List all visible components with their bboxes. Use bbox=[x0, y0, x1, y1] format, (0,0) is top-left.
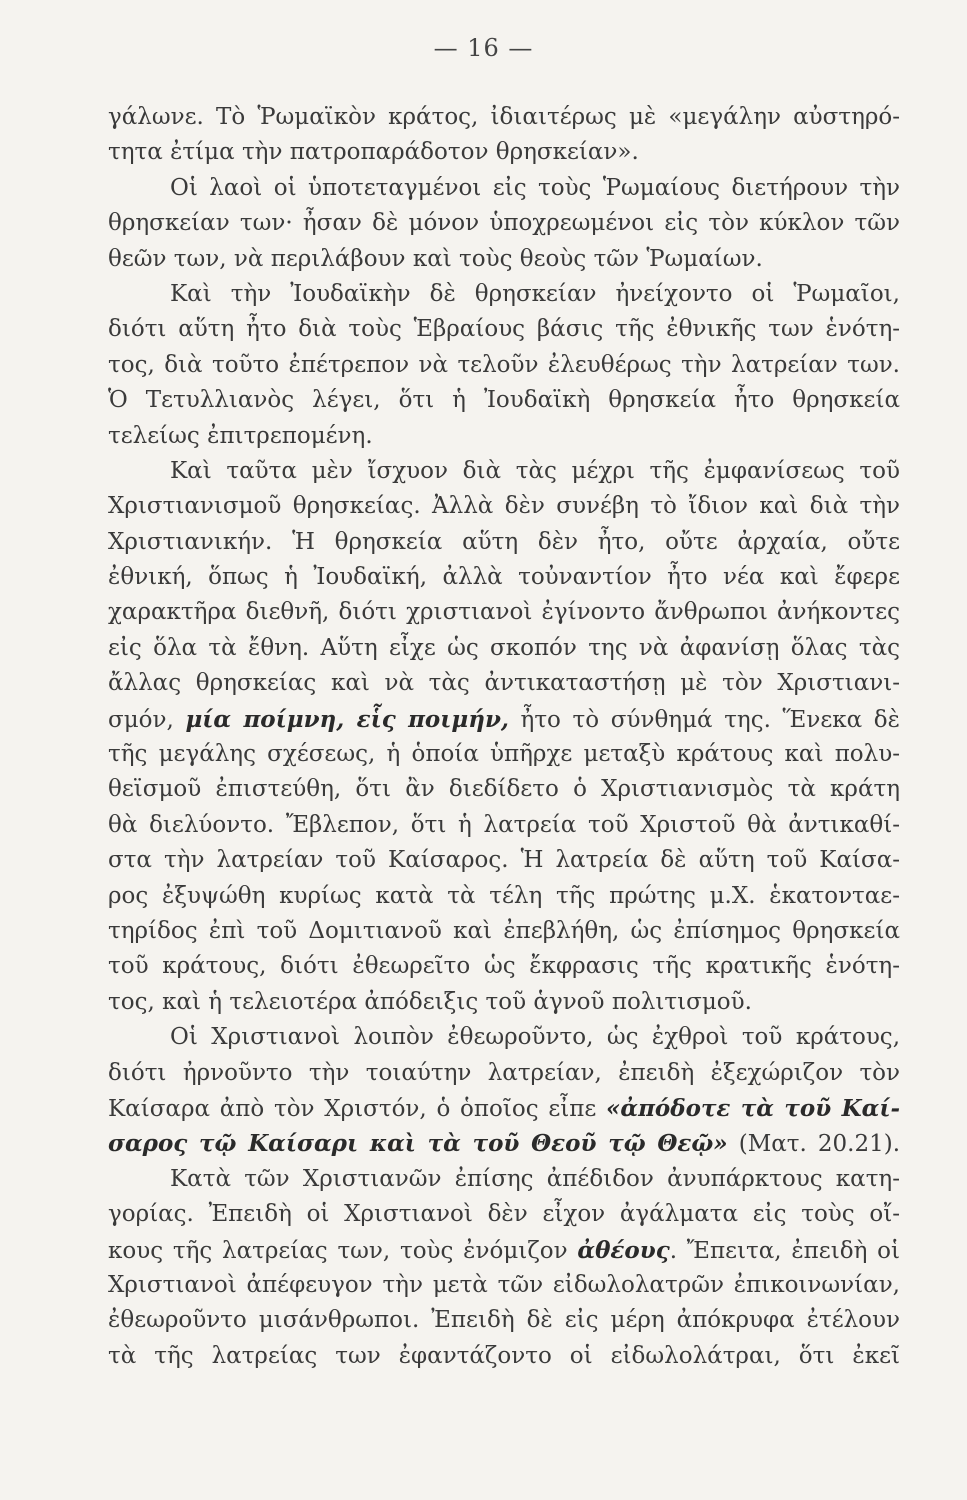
text-segment: γορίας. Ἐπειδὴ οἱ Χριστιανοὶ δὲν εἶχον ἀγάλματα εἰς τοὺς οἴ- bbox=[108, 1201, 900, 1228]
text-line bbox=[108, 702, 900, 737]
text-segment: θρησκείαν των· ἦσαν δὲ μόνον ὑποχρεωμένοι εἰς τὸν κύκλον τῶν bbox=[108, 210, 900, 237]
text-line bbox=[108, 1197, 900, 1232]
text-segment: χαρακτῆρα διεθνῆ, διότι χριστιανοὶ ἐγίνοντο ἄνθρωποι ἀνήκοντες bbox=[108, 599, 900, 626]
text-line bbox=[108, 914, 900, 949]
text-line bbox=[108, 1339, 900, 1374]
text-segment: θὰ διελύοντο. Ἔβλεπον, ὅτι ἡ λατρεία τοῦ Χριστοῦ θὰ ἀντικαθί- bbox=[108, 811, 900, 838]
text-segment: τος, διὰ τοῦτο ἐπέτρεπον νὰ τελοῦν ἐλευθέρως τὴν λατρείαν των. bbox=[108, 351, 900, 378]
body-text bbox=[108, 100, 900, 1374]
text-line bbox=[108, 383, 900, 418]
text-segment: Χριστιανισμοῦ θρησκείας. Ἀλλὰ δὲν συνέβη τὸ ἴδιον καὶ διὰ τὴν bbox=[108, 493, 900, 520]
emphasized-text: ἀθέους bbox=[577, 1236, 670, 1264]
text-line bbox=[108, 949, 900, 984]
text-segment: Καίσαρα ἀπὸ τὸν Χριστόν, ὁ ὁποῖος εἶπε bbox=[108, 1095, 607, 1122]
text-line bbox=[108, 277, 900, 312]
text-segment: ἄλλας θρησκείας καὶ νὰ τὰς ἀντικαταστήσῃ μὲ τὸν Χριστιανι- bbox=[108, 670, 900, 697]
text-line bbox=[108, 312, 900, 347]
text-line bbox=[108, 808, 900, 843]
text-line bbox=[108, 772, 900, 807]
text-line bbox=[108, 206, 900, 241]
text-segment: τῆς μεγάλης σχέσεως, ἡ ὁποία ὑπῆρχε μεταξὺ κράτους καὶ πολυ- bbox=[108, 741, 900, 768]
text-line bbox=[108, 1162, 900, 1197]
text-segment: ἐθνική, ὅπως ἡ Ἰουδαϊκή, ἀλλὰ τοὐναντίον ἦτο νέα καὶ ἔφερε bbox=[108, 564, 900, 591]
text-line bbox=[108, 666, 900, 701]
emphasized-text: σαρος τῷ Καίσαρι καὶ τὰ τοῦ Θεοῦ τῷ Θεῷ» bbox=[108, 1130, 728, 1158]
text-line bbox=[108, 135, 900, 170]
text-segment: Καὶ ταῦτα μὲν ἴσχυον διὰ τὰς μέχρι τῆς ἐμφανίσεως τοῦ bbox=[170, 457, 900, 484]
text-segment: Κατὰ τῶν Χριστιανῶν ἐπίσης ἀπέδιδον ἀνυπάρκτους κατη- bbox=[170, 1165, 900, 1192]
text-segment: Καὶ τὴν Ἰουδαϊκὴν δὲ θρησκείαν ἠνείχοντο οἱ Ῥωμαῖοι, bbox=[170, 280, 900, 307]
text-segment: (Ματ. 20.21). bbox=[727, 1131, 900, 1158]
text-segment: γάλωνε. Τὸ Ῥωμαϊκὸν κράτος, ἰδιαιτέρως μὲ «μεγάλην αὐστηρό- bbox=[108, 104, 900, 130]
text-line bbox=[108, 595, 900, 630]
text-segment: τος, καὶ ἡ τελειοτέρα ἀπόδειξις τοῦ ἁγνοῦ πολιτισμοῦ. bbox=[108, 988, 752, 1015]
text-segment: τελείως ἐπιτρεπομένη. bbox=[108, 422, 373, 449]
text-line bbox=[108, 100, 900, 135]
text-segment: τηρίδος ἐπὶ τοῦ Δομιτιανοῦ καὶ ἐπεβλήθη, ὡς ἐπίσημος θρησκεία bbox=[108, 917, 900, 944]
text-segment: κους τῆς λατρείας των, τοὺς ἐνόμιζον bbox=[108, 1237, 578, 1264]
text-segment: . Ἔπειτα, ἐπειδὴ οἱ bbox=[669, 1237, 900, 1264]
text-segment: διότι αὕτη ἦτο διὰ τοὺς Ἑβραίους βάσις τῆς ἐθνικῆς των ἑνότη- bbox=[108, 316, 900, 343]
text-segment: θεϊσμοῦ ἐπιστεύθη, ὅτι ἂν διεδίδετο ὁ Χριστιανισμὸς τὰ κράτη bbox=[108, 776, 900, 803]
text-line bbox=[108, 843, 900, 878]
text-line bbox=[108, 348, 900, 383]
text-line bbox=[108, 631, 900, 666]
text-segment: τὰ τῆς λατρείας των ἐφαντάζοντο οἱ εἰδωλολάτραι, ὅτι ἐκεῖ bbox=[108, 1342, 900, 1369]
text-line bbox=[108, 1303, 900, 1338]
emphasized-text: μία ποίμνη, εἷς ποιμήν, bbox=[185, 705, 509, 733]
text-line bbox=[108, 1056, 900, 1091]
text-line bbox=[108, 1126, 900, 1161]
text-line bbox=[108, 454, 900, 489]
text-segment: θεῶν των, νὰ περιλάβουν καὶ τοὺς θεοὺς τῶν Ῥωμαίων. bbox=[108, 245, 763, 272]
emphasized-text: «ἀπόδοτε τὰ τοῦ Καί- bbox=[606, 1094, 900, 1122]
text-segment: τητα ἐτίμα τὴν πατροπαράδοτον θρησκείαν». bbox=[108, 139, 639, 166]
text-segment: ἦτο τὸ σύνθημά της. Ἕνεκα δὲ bbox=[508, 706, 900, 733]
text-segment: Χριστιανικήν. Ἡ θρησκεία αὕτη δὲν ἦτο, οὔτε ἀρχαία, οὔτε bbox=[108, 528, 900, 555]
text-segment: στα τὴν λατρείαν τοῦ Καίσαρος. Ἡ λατρεία δὲ αὕτη τοῦ Καίσα- bbox=[108, 847, 900, 874]
text-line bbox=[108, 419, 900, 454]
text-segment: ρος ἐξυψώθη κυρίως κατὰ τὰ τέλη τῆς πρώτης μ.Χ. ἑκατονταε- bbox=[108, 882, 900, 909]
text-segment: σμόν, bbox=[108, 706, 186, 733]
text-line bbox=[108, 879, 900, 914]
text-line bbox=[108, 242, 900, 277]
text-segment: εἰς ὅλα τὰ ἔθνη. Αὕτη εἶχε ὡς σκοπόν της νὰ ἀφανίσῃ ὅλας τὰς bbox=[108, 634, 900, 661]
text-line bbox=[108, 489, 900, 524]
text-segment: διότι ἠρνοῦντο τὴν τοιαύτην λατρείαν, ἐπειδὴ ἐξεχώριζον τὸν bbox=[108, 1059, 900, 1086]
text-segment: ἐθεωροῦντο μισάνθρωποι. Ἐπειδὴ δὲ εἰς μέρη ἀπόκρυφα ἐτέλουν bbox=[108, 1307, 900, 1334]
text-line bbox=[108, 1091, 900, 1126]
text-segment: Χριστιανοὶ ἀπέφευγον τὴν μετὰ τῶν εἰδωλολατρῶν ἐπικοινωνίαν, bbox=[108, 1271, 900, 1298]
text-segment: Ὁ Τετυλλιανὸς λέγει, ὅτι ἡ Ἰουδαϊκὴ θρησκεία ἦτο θρησκεία bbox=[108, 387, 900, 414]
text-line bbox=[108, 525, 900, 560]
text-line bbox=[108, 1233, 900, 1268]
text-line bbox=[108, 1268, 900, 1303]
text-line bbox=[108, 560, 900, 595]
text-segment: Οἱ λαοὶ οἱ ὑποτεταγμένοι εἰς τοὺς Ῥωμαίους διετήρουν τὴν bbox=[170, 174, 900, 201]
text-line bbox=[108, 171, 900, 206]
text-segment: Οἱ Χριστιανοὶ λοιπὸν ἐθεωροῦντο, ὡς ἐχθροὶ τοῦ κράτους, bbox=[170, 1024, 900, 1051]
text-segment: τοῦ κράτους, διότι ἐθεωρεῖτο ὡς ἔκφρασις τῆς κρατικῆς ἑνότη- bbox=[108, 953, 900, 980]
text-line bbox=[108, 985, 900, 1020]
text-line bbox=[108, 737, 900, 772]
page-number: — 16 — bbox=[433, 34, 534, 62]
text-line bbox=[108, 1020, 900, 1055]
